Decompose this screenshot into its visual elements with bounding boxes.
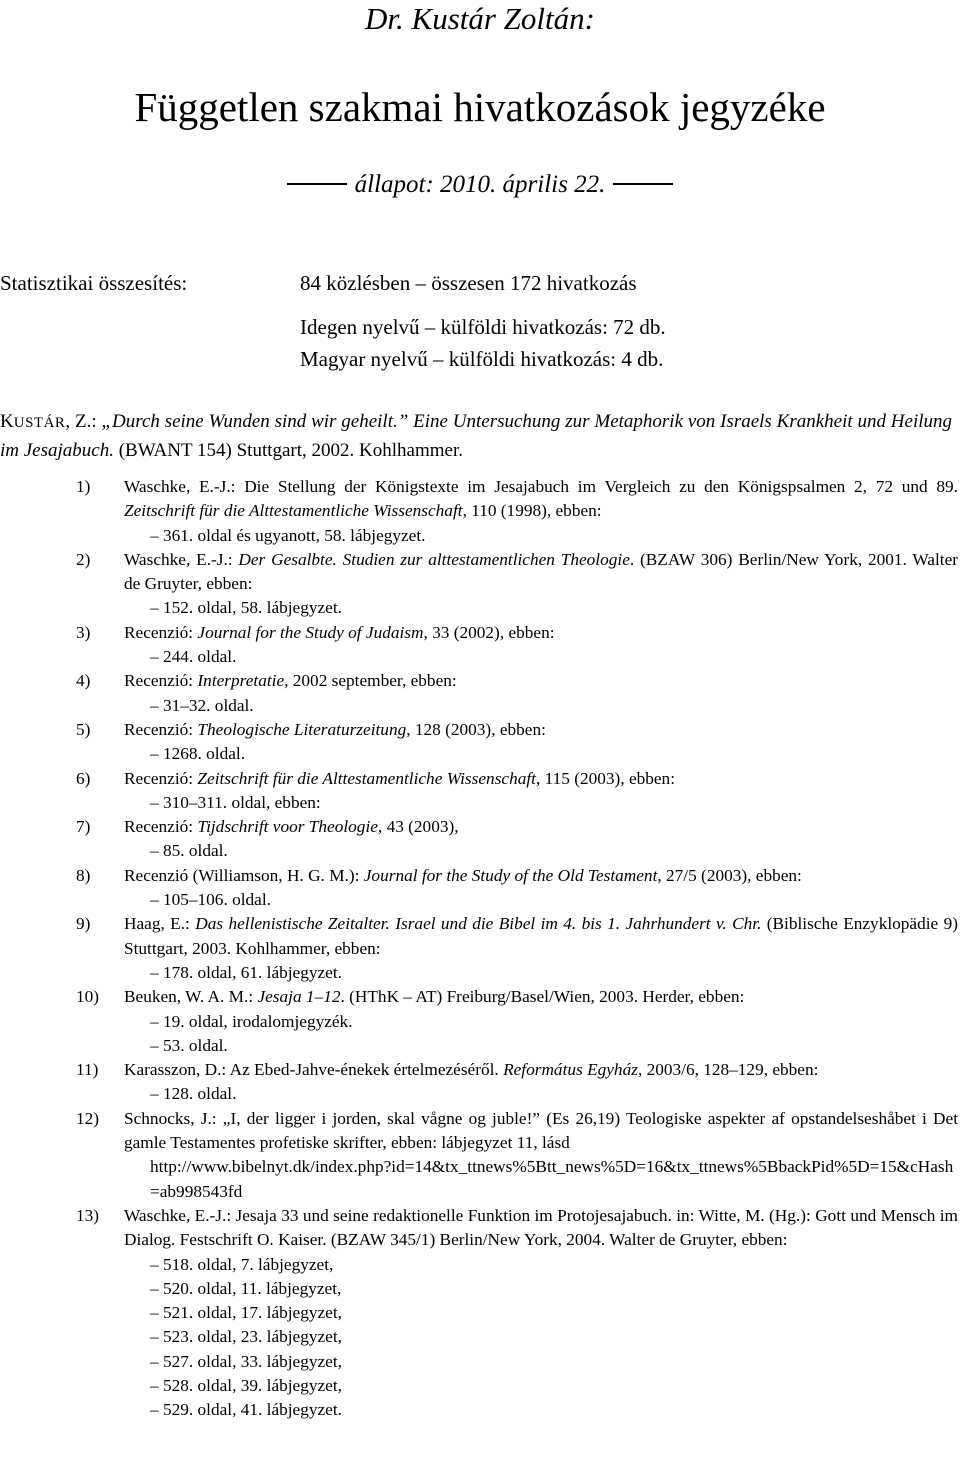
citation-text: Schnocks, J.: „I, der ligger i jorden, skal vågne og juble!” (Es 26,19) Teologiske aspekter af opstandelseshåbet i Det gamle Testamentes profetiske skrifter, ebben: lábjegyzet 11, lásd: [124, 1108, 958, 1153]
reference-citation: [124, 1204, 958, 1253]
citation-details: , 27/5 (2003), ebben:: [657, 865, 802, 885]
page-reference: – 528. oldal, 39. lábjegyzet,: [150, 1375, 342, 1395]
citation-text: Recenzió (Williamson, H. G. M.):: [124, 865, 364, 885]
page-reference: – 244. oldal.: [150, 647, 237, 667]
citation-details: . (BZAW 306) Berlin/New York, 2001. Walter de Gruyter, ebben:: [124, 549, 958, 594]
citation-text: Waschke, E.-J.:: [124, 549, 239, 569]
reference-item: [0, 621, 958, 670]
page-reference: – 19. oldal, irodalomjegyzék.: [150, 1011, 353, 1031]
reference-item: [0, 1058, 958, 1107]
reference-number: 7): [76, 817, 91, 837]
reference-citation: [124, 912, 958, 961]
reference-item: [0, 718, 958, 767]
reference-citation: [124, 475, 958, 524]
reference-body: [124, 548, 958, 621]
citation-text: Recenzió:: [124, 671, 198, 691]
reference-item: [0, 475, 958, 548]
page-reference: – 128. oldal.: [150, 1084, 237, 1104]
citation-text: Recenzió:: [124, 719, 198, 739]
page-reference: – 53. oldal.: [150, 1035, 228, 1055]
stats-hungarian: Magyar nyelvű – külföldi hivatkozás: 4 db.: [300, 347, 664, 371]
reference-body: [124, 475, 958, 548]
reference-body: [124, 985, 958, 1058]
page-reference: – 520. oldal, 11. lábjegyzet,: [150, 1278, 342, 1298]
reference-citation: [124, 718, 958, 742]
page-title: Független szakmai hivatkozások jegyzéke: [134, 84, 826, 130]
citation-details: , 115 (2003), ebben:: [535, 768, 676, 788]
reference-list: [0, 475, 958, 1423]
page-reference: – 31–32. oldal.: [150, 695, 254, 715]
reference-item: [0, 669, 958, 718]
citation-details: , 128 (2003), ebben:: [406, 719, 546, 739]
reference-number: 12): [76, 1108, 100, 1128]
reference-body: [124, 864, 958, 913]
citation-details: , 43 (2003),: [377, 817, 459, 837]
reference-item: [0, 985, 958, 1058]
reference-number: 8): [76, 865, 91, 885]
citation-details: , 2002 september, ebben:: [284, 671, 457, 691]
reference-item: [0, 767, 958, 816]
page-reference: – 310–311. oldal, ebben:: [150, 792, 321, 812]
citation-details: . (HThK – AT) Freiburg/Basel/Wien, 2003. Herder, ebben:: [340, 987, 745, 1007]
page-reference: – 521. oldal, 17. lábjegyzet,: [150, 1303, 342, 1323]
citation-title: Református Egyház: [503, 1060, 638, 1080]
citation-title: Jesaja 1–12: [257, 987, 341, 1007]
citation-title: Zeitschrift für die Alttestamentliche Wissenschaft: [124, 501, 463, 521]
citation-title: Zeitschrift für die Alttestamentliche Wissenschaft: [197, 768, 536, 788]
reference-url: http://www.bibelnyt.dk/index.php?id=14&tx_ttnews%5Btt_news%5D=16&tx_ttnews%5BbackPid%5D=15&cHash=ab998543fd: [150, 1157, 954, 1201]
reference-number: 3): [76, 622, 91, 642]
dash-right: [613, 183, 673, 185]
reference-body: [124, 621, 958, 670]
dash-left: [287, 183, 347, 185]
status-date: állapot: 2010. április 22.: [354, 171, 606, 198]
reference-item: [0, 815, 958, 864]
reference-citation: [124, 1058, 958, 1082]
citation-title: Der Gesalbte. Studien zur alttestamentlichen Theologie: [238, 549, 630, 569]
reference-citation: [124, 864, 958, 888]
reference-number: 9): [76, 914, 91, 934]
citation-text: Recenzió:: [124, 622, 198, 642]
reference-number: 13): [76, 1205, 100, 1225]
citation-details: (Biblische Enzyklopädie 9) Stuttgart, 2003. Kohlhammer, ebben:: [124, 914, 958, 958]
citation-title: Journal for the Study of the Old Testament: [363, 865, 658, 885]
reference-body: [124, 1058, 958, 1107]
reference-item: [0, 864, 958, 913]
reference-item: [0, 1107, 958, 1204]
citation-text: Recenzió:: [124, 768, 198, 788]
reference-body: [124, 815, 958, 864]
citation-title: Interpretatie: [197, 671, 285, 691]
work-author-suffix: , Z.:: [65, 411, 102, 432]
page-reference: – 523. oldal, 23. lábjegyzet,: [150, 1327, 342, 1347]
reference-citation: [124, 1107, 958, 1156]
stats-label: Statisztikai összesítés:: [0, 271, 188, 295]
page-reference: – 527. oldal, 33. lábjegyzet,: [150, 1351, 342, 1371]
reference-item: [0, 912, 958, 985]
reference-number: 2): [76, 549, 91, 569]
reference-number: 10): [76, 987, 100, 1007]
page-reference: – 1268. oldal.: [150, 744, 246, 764]
work-publication: (BWANT 154) Stuttgart, 2002. Kohlhammer.: [113, 440, 463, 461]
reference-body: [124, 669, 958, 718]
page-reference: – 529. oldal, 41. lábjegyzet.: [150, 1400, 342, 1420]
citation-text: Haag, E.:: [124, 914, 196, 934]
stats-foreign: Idegen nyelvű – külföldi hivatkozás: 72 db.: [300, 315, 666, 339]
cited-work: [0, 408, 952, 464]
reference-number: 5): [76, 719, 91, 739]
reference-body: [124, 767, 958, 816]
reference-number: 4): [76, 671, 91, 691]
reference-body: [124, 912, 958, 985]
work-author-initial: K: [0, 411, 14, 432]
page-reference: – 361. oldal és ugyanott, 58. lábjegyzet.: [150, 525, 426, 545]
work-author-rest: USTÁR: [13, 415, 66, 431]
citation-title: Tijdschrift voor Theologie: [197, 817, 378, 837]
citation-title: Journal for the Study of Judaism: [197, 622, 424, 642]
citation-details: , 110 (1998), ebben:: [462, 501, 602, 521]
citation-title: Theologische Literaturzeitung: [197, 719, 407, 739]
page-reference: – 518. oldal, 7. lábjegyzet,: [150, 1254, 334, 1274]
stats-block: [300, 270, 666, 378]
citation-text: Waschke, E.-J.: Jesaja 33 und seine redaktionelle Funktion im Protojesajabuch. in: Witte, M. (Hg.): Gott und Mensch im Dialog. Festschrift O. Kaiser. (BZAW 345/1) Berlin/New York, 2004. Walter de Gruyter, ebben:: [124, 1205, 958, 1250]
status-line: [0, 170, 960, 200]
reference-body: [124, 1204, 958, 1423]
citation-text: Beuken, W. A. M.:: [124, 987, 258, 1007]
reference-body: [124, 718, 958, 767]
citation-text: Karasszon, D.: Az Ebed-Jahve-énekek értelmezéséről.: [124, 1060, 504, 1080]
reference-citation: [124, 669, 958, 693]
citation-details: , 2003/6, 128–129, ebben:: [637, 1060, 819, 1080]
author-heading: Dr. Kustár Zoltán:: [365, 1, 595, 36]
reference-citation: [124, 767, 958, 791]
citation-text: Waschke, E.-J.: Die Stellung der Königstexte im Jesajabuch im Vergleich zu den Königspsalmen 2, 72 und 89.: [124, 477, 958, 496]
reference-citation: [124, 985, 958, 1009]
page-reference: – 105–106. oldal.: [150, 890, 271, 910]
reference-body: [124, 1107, 958, 1204]
reference-item: [0, 1204, 958, 1423]
reference-number: 1): [76, 477, 91, 496]
page-reference: – 85. oldal.: [150, 841, 228, 861]
citation-details: , 33 (2002), ebben:: [423, 622, 555, 642]
page-reference: – 178. oldal, 61. lábjegyzet.: [150, 962, 342, 982]
page-reference: – 152. oldal, 58. lábjegyzet.: [150, 598, 342, 618]
reference-number: 11): [76, 1060, 99, 1080]
reference-citation: [124, 548, 958, 597]
work-title: „Durch seine Wunden sind wir geheilt.” Eine Untersuchung zur Metaphorik von Israels Krankheit und Heilung im Jesajabuch.: [0, 411, 952, 461]
citation-text: Recenzió:: [124, 817, 198, 837]
reference-citation: [124, 815, 958, 839]
stats-total: 84 közlésben – összesen 172 hivatkozás: [300, 271, 637, 295]
reference-citation: [124, 621, 958, 645]
reference-item: [0, 548, 958, 621]
reference-number: 6): [76, 768, 91, 788]
citation-title: Das hellenistische Zeitalter. Israel und die Bibel im 4. bis 1. Jahrhundert v. Chr.: [195, 914, 762, 934]
